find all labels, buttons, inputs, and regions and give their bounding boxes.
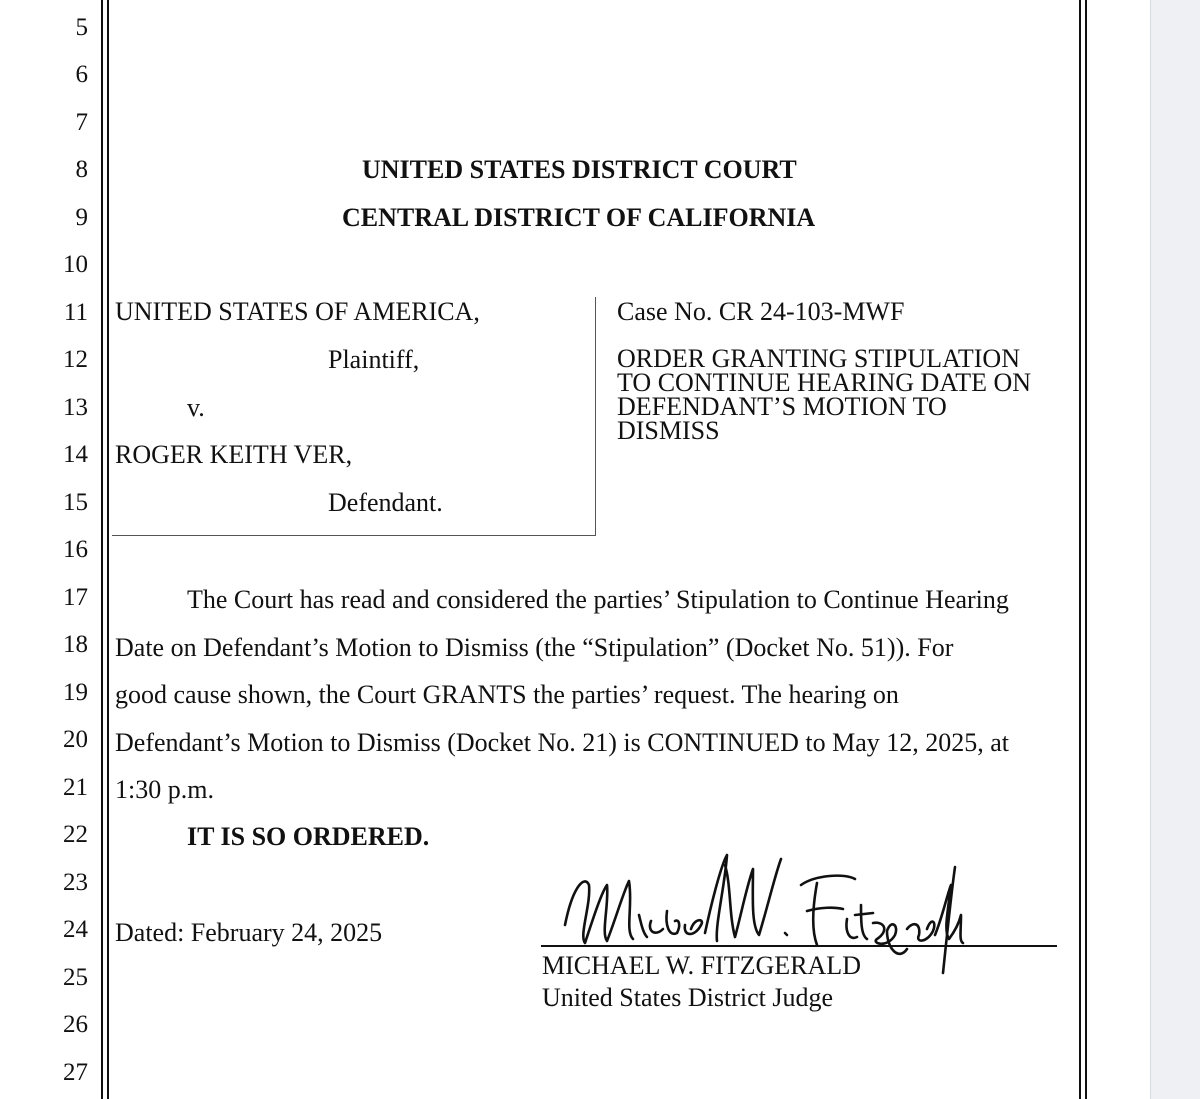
line-number: 5: [75, 14, 88, 41]
line-number: 27: [63, 1059, 88, 1086]
order-title-line: DEFENDANT’S MOTION TO: [617, 392, 947, 421]
order-title-line: DISMISS: [617, 416, 720, 445]
line-number: 24: [63, 916, 88, 943]
versus-label: v.: [187, 393, 205, 422]
line-number: 22: [63, 821, 88, 848]
body-line: good cause shown, the Court GRANTS the parties’ request. The hearing on: [115, 680, 899, 709]
defendant-role: Defendant.: [328, 488, 443, 517]
order-title: [617, 344, 1077, 445]
defendant-name: ROGER KEITH VER,: [115, 440, 353, 469]
line-number: 13: [63, 394, 88, 421]
court-name: UNITED STATES DISTRICT COURT: [362, 155, 797, 184]
line-number: 12: [63, 346, 88, 373]
signature-line: [541, 945, 1057, 947]
order-title-line: TO CONTINUE HEARING DATE ON: [617, 368, 1032, 397]
viewer-scroll-gutter[interactable]: [1150, 0, 1200, 1099]
body-line: Defendant’s Motion to Dismiss (Docket No. 21) is CONTINUED to May 12, 2025, at: [115, 728, 1010, 757]
line-number: 26: [63, 1011, 88, 1038]
plaintiff-name: UNITED STATES OF AMERICA,: [115, 297, 480, 326]
line-number: 11: [63, 299, 88, 326]
case-number: Case No. CR 24-103-MWF: [617, 297, 905, 326]
so-ordered: IT IS SO ORDERED.: [187, 822, 430, 851]
line-number: 21: [63, 774, 88, 801]
line-number: 14: [63, 441, 88, 468]
line-number: 9: [75, 204, 88, 231]
line-number: 15: [63, 489, 88, 516]
line-number: 17: [63, 584, 88, 611]
line-number: 8: [75, 156, 88, 183]
body-line: Date on Defendant’s Motion to Dismiss (the “Stipulation” (Docket No. 51)). For: [115, 633, 954, 662]
body-line: The Court has read and considered the parties’ Stipulation to Continue Hearing: [187, 585, 1009, 614]
right-margin-rule-inner: [1079, 0, 1081, 1099]
line-number: 19: [63, 679, 88, 706]
plaintiff-role: Plaintiff,: [328, 345, 420, 374]
signer-title: United States District Judge: [542, 983, 834, 1012]
right-margin-rule-outer: [1085, 0, 1087, 1099]
line-number: 16: [63, 536, 88, 563]
line-number: 23: [63, 869, 88, 896]
line-number: 18: [63, 631, 88, 658]
line-number: 6: [75, 61, 88, 88]
body-line: 1:30 p.m.: [115, 775, 214, 804]
order-title-line: ORDER GRANTING STIPULATION: [617, 344, 1020, 373]
line-number: 20: [63, 726, 88, 753]
court-district: CENTRAL DISTRICT OF CALIFORNIA: [342, 203, 816, 232]
left-margin-rule-inner: [107, 0, 109, 1099]
line-number: 10: [63, 251, 88, 278]
line-number: 7: [75, 109, 88, 136]
dated-line: Dated: February 24, 2025: [115, 918, 383, 947]
line-number: 25: [63, 964, 88, 991]
signer-name: MICHAEL W. FITZGERALD: [542, 951, 861, 980]
left-margin-rule-outer: [101, 0, 103, 1099]
